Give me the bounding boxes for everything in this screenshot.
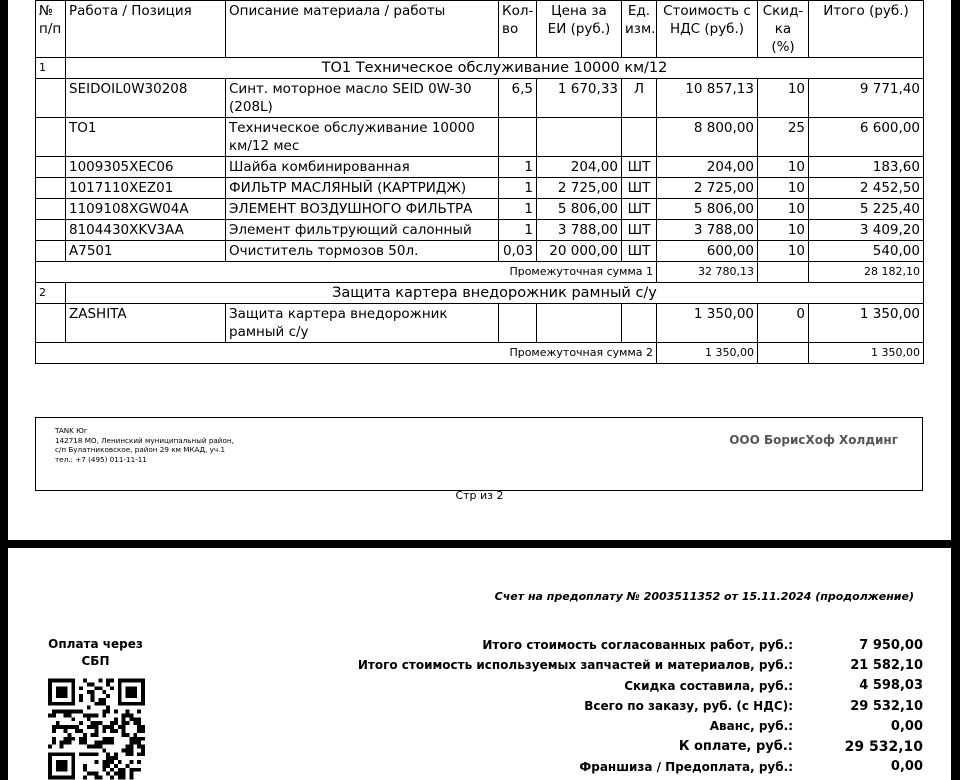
item-code: 1017110XEZ01 (66, 178, 226, 199)
item-code: 1009305XEC06 (66, 157, 226, 178)
row-num-cell (36, 157, 66, 178)
col-header-discount: Скид-ка (%) (758, 1, 809, 58)
subtotal-label: Промежуточная сумма 2 (36, 343, 657, 364)
totals-label: Скидка составила, руб.: (624, 678, 793, 693)
totals-label: Итого стоимость используемых запчастей и материалов, руб.: (357, 658, 793, 673)
item-cost: 5 806,00 (657, 199, 758, 220)
totals-label: К оплате, руб.: (678, 739, 793, 755)
table-header-row (36, 1, 924, 58)
service-address (55, 426, 234, 464)
subtotal-row (36, 343, 924, 364)
col-header-total: Итого (руб.) (809, 1, 924, 58)
table-row (36, 118, 924, 157)
page-footer (35, 417, 923, 491)
item-cost: 2 725,00 (657, 178, 758, 199)
totals-value: 0,00 (890, 718, 923, 734)
sbp-qr-code[interactable] (48, 678, 145, 780)
item-total: 2 452,50 (809, 178, 924, 199)
address-line-1: 142718 МО, Ленинский муниципальный район, (55, 435, 234, 445)
phone: тел.: +7 (495) 011-11-11 (55, 454, 147, 464)
totals-label: Аванс, руб.: (709, 719, 793, 734)
table-row (36, 220, 924, 241)
item-unit: ШТ (622, 241, 657, 262)
group-title: Защита картера внедорожник рамный с/у (66, 283, 924, 304)
item-cost: 1 350,00 (657, 304, 758, 343)
group-title: ТО1 Техническое обслуживание 10000 км/12 (66, 58, 924, 79)
item-price: 5 806,00 (537, 199, 622, 220)
invoice-title: Счет на предоплату № 2003511352 от 15.11.2024 (продолжение) (494, 590, 914, 603)
item-price: 20 000,00 (537, 241, 622, 262)
item-price: 3 788,00 (537, 220, 622, 241)
table-row (36, 304, 924, 343)
subtotal-total: 28 182,10 (809, 262, 924, 283)
item-description: ЭЛЕМЕНТ ВОЗДУШНОГО ФИЛЬТРА (226, 199, 499, 220)
item-cost: 3 788,00 (657, 220, 758, 241)
col-header-position: Работа / Позиция (66, 1, 226, 58)
group-header-row (36, 58, 924, 79)
item-unit: ШТ (622, 220, 657, 241)
item-price: 1 670,33 (537, 79, 622, 118)
totals-label: Всего по заказу, руб. (с НДС): (584, 699, 793, 714)
col-header-description: Описание материала / работы (226, 1, 499, 58)
item-description: Техническое обслуживание 10000 км/12 мес (226, 118, 499, 157)
item-description: Синт. моторное масло SEID 0W-30 (208L) (226, 79, 499, 118)
item-qty: 1 (499, 178, 537, 199)
item-cost: 10 857,13 (657, 79, 758, 118)
item-qty: 1 (499, 157, 537, 178)
item-qty (499, 304, 537, 343)
subtotal-total: 1 350,00 (809, 343, 924, 364)
item-discount: 10 (758, 79, 809, 118)
service-name: TANK Юг (55, 426, 88, 435)
item-discount: 10 (758, 199, 809, 220)
table-row (36, 79, 924, 118)
item-price (537, 304, 622, 343)
item-unit (622, 118, 657, 157)
row-num-cell (36, 241, 66, 262)
totals-value: 29 532,10 (850, 698, 923, 714)
row-num-cell (36, 118, 66, 157)
item-code: 1109108XGW04A (66, 199, 226, 220)
invoice-page-2 (8, 548, 951, 780)
row-num-cell (36, 199, 66, 220)
table-row (36, 241, 924, 262)
item-price (537, 118, 622, 157)
row-num-cell (36, 178, 66, 199)
item-unit: ШТ (622, 157, 657, 178)
item-discount: 0 (758, 304, 809, 343)
item-unit: Л (622, 79, 657, 118)
item-price: 204,00 (537, 157, 622, 178)
row-num-cell (36, 304, 66, 343)
col-header-unit: Ед. изм. (622, 1, 657, 58)
item-qty: 6,5 (499, 79, 537, 118)
totals-row (308, 655, 923, 675)
col-header-qty: Кол-во (499, 1, 537, 58)
totals-value: 29 532,10 (844, 738, 923, 755)
item-price: 2 725,00 (537, 178, 622, 199)
totals-value: 21 582,10 (850, 657, 923, 673)
totals-value: 4 598,03 (859, 678, 923, 694)
item-cost: 8 800,00 (657, 118, 758, 157)
totals-value: 0,00 (890, 759, 923, 775)
item-qty: 1 (499, 199, 537, 220)
sbp-payment-label: Оплата через СБП (48, 637, 143, 668)
totals-label: Франшиза / Предоплата, руб.: (579, 759, 793, 774)
totals-block (308, 635, 923, 777)
item-code: SEIDOIL0W30208 (66, 79, 226, 118)
item-qty: 0,03 (499, 241, 537, 262)
subtotal-cost: 32 780,13 (657, 262, 758, 283)
col-header-cost: Стоимость с НДС (руб.) (657, 1, 758, 58)
item-code: ZASHITA (66, 304, 226, 343)
totals-row (308, 696, 923, 716)
row-num-cell (36, 79, 66, 118)
group-header-row (36, 283, 924, 304)
item-unit: ШТ (622, 178, 657, 199)
table-row (36, 199, 924, 220)
item-discount: 25 (758, 118, 809, 157)
col-header-num: № п/п (36, 1, 66, 58)
group-number: 2 (36, 283, 66, 304)
item-discount: 10 (758, 220, 809, 241)
item-description: ФИЛЬТР МАСЛЯНЫЙ (КАРТРИДЖ) (226, 178, 499, 199)
item-qty (499, 118, 537, 157)
page-number: Стр из 2 (455, 489, 504, 502)
item-cost: 204,00 (657, 157, 758, 178)
item-total: 1 350,00 (809, 304, 924, 343)
item-total: 6 600,00 (809, 118, 924, 157)
address-line-2: с/п Булатниковское, район 29 км МКАД, уч.1 (55, 445, 226, 454)
item-cost: 600,00 (657, 241, 758, 262)
totals-row (308, 635, 923, 655)
totals-value: 7 950,00 (859, 637, 923, 653)
totals-row (308, 716, 923, 736)
item-description: Защита картера внедорожник рамный с/у (226, 304, 499, 343)
item-total: 5 225,40 (809, 199, 924, 220)
item-description: Шайба комбинированная (226, 157, 499, 178)
subtotal-row (36, 262, 924, 283)
item-total: 540,00 (809, 241, 924, 262)
item-description: Очиститель тормозов 50л. (226, 241, 499, 262)
subtotal-label: Промежуточная сумма 1 (36, 262, 657, 283)
row-num-cell (36, 220, 66, 241)
subtotal-cost: 1 350,00 (657, 343, 758, 364)
item-discount: 10 (758, 178, 809, 199)
item-code: A7501 (66, 241, 226, 262)
items-table (35, 0, 924, 364)
item-total: 3 409,20 (809, 220, 924, 241)
item-unit: ШТ (622, 199, 657, 220)
company-name: ООО БорисХоф Холдинг (729, 433, 898, 447)
table-row (36, 157, 924, 178)
item-description: Элемент фильтрующий салонный (226, 220, 499, 241)
col-header-price: Цена за ЕИ (руб.) (537, 1, 622, 58)
item-qty: 1 (499, 220, 537, 241)
totals-label: Итого стоимость согласованных работ, руб.: (482, 638, 793, 653)
table-row (36, 178, 924, 199)
item-discount: 10 (758, 241, 809, 262)
item-discount: 10 (758, 157, 809, 178)
item-unit (622, 304, 657, 343)
item-total: 9 771,40 (809, 79, 924, 118)
subtotal-empty (758, 262, 809, 283)
item-code: ТО1 (66, 118, 226, 157)
totals-row (308, 676, 923, 696)
totals-row (308, 757, 923, 777)
group-number: 1 (36, 58, 66, 79)
invoice-page-1 (8, 0, 951, 540)
totals-row (308, 736, 923, 756)
subtotal-empty (758, 343, 809, 364)
item-code: 8104430XKV3AA (66, 220, 226, 241)
item-total: 183,60 (809, 157, 924, 178)
